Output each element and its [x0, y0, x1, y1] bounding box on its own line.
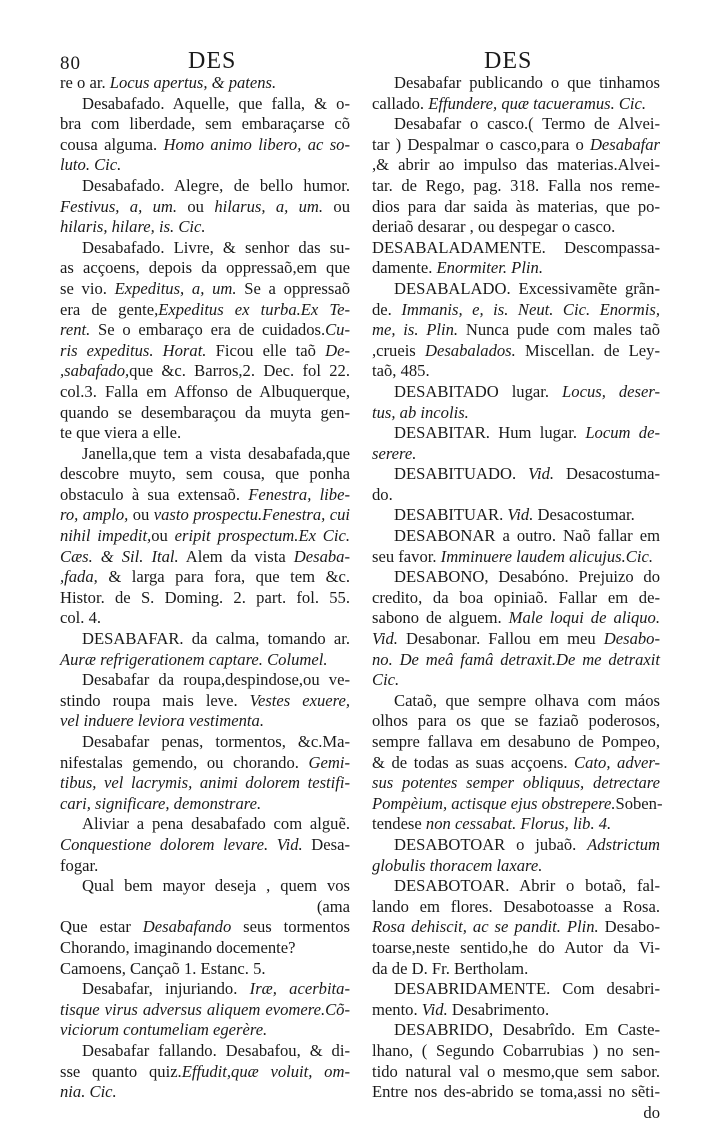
text-line [60, 835, 350, 856]
text-line [60, 423, 350, 444]
text-run: olhos para os que se faziaõ poderosos, [372, 711, 660, 731]
latin-gloss: Rosa dehiscit, ac se pandit. Plin. [372, 917, 599, 937]
text-run: col. 4. [60, 608, 102, 628]
text-run: DESABOTOAR. Abrir o botaõ, fal- [394, 876, 660, 896]
latin-gloss: Adstrictum [587, 834, 660, 854]
text-line [372, 341, 660, 362]
latin-gloss: Effudit,quæ voluit, om- [181, 1061, 350, 1081]
text-run: Desacostumar. [533, 505, 635, 525]
text-run: te que viera a elle. [60, 423, 182, 443]
text-line [372, 670, 660, 691]
latin-gloss: Vid. [372, 629, 398, 649]
text-line [372, 279, 660, 300]
text-run: tar. de Rego, pag. 318. Falla nos reme- [372, 175, 660, 195]
text-line [372, 691, 660, 712]
text-line [372, 238, 660, 259]
text-line [60, 94, 350, 115]
dictionary-entry [60, 876, 350, 958]
text-run: Desa- [302, 834, 350, 854]
text-run: dios para dar saida às materias, que po- [372, 196, 660, 216]
text-run: do [643, 1102, 660, 1122]
text-run: Soben- [615, 793, 663, 813]
text-run: DESABOTOAR o jubaõ. [394, 834, 588, 854]
text-line [372, 526, 660, 547]
text-run: Desabafado. Livre, & senhor das su- [82, 237, 350, 257]
latin-gloss: Imminuere laudem alicujus.Cic. [440, 546, 653, 566]
text-run: bra com liberdade, sem embaraçarse cõ [60, 114, 350, 134]
latin-gloss: Desabafar [589, 134, 660, 154]
text-line [372, 547, 660, 568]
text-line [60, 1020, 350, 1041]
text-run: ,crueis [372, 340, 425, 360]
text-line [372, 197, 660, 218]
text-line [372, 464, 660, 485]
text-line [372, 835, 660, 856]
text-line [60, 526, 350, 547]
right-column [372, 73, 663, 1123]
text-line [372, 155, 660, 176]
latin-gloss: Fenestra, libe- [248, 484, 350, 504]
text-run: taõ, 485. [372, 361, 430, 381]
dictionary-entry [372, 73, 660, 114]
text-line [60, 217, 350, 238]
latin-gloss: ,sabafado, [60, 361, 130, 381]
text-line [60, 691, 350, 712]
text-line [60, 588, 350, 609]
text-line [372, 650, 660, 671]
text-run: obstaculo à sua extensaõ. [60, 484, 249, 504]
text-line [372, 403, 660, 424]
dictionary-entry [372, 567, 660, 691]
latin-gloss: Desabo- [603, 629, 660, 649]
text-line [60, 629, 350, 650]
text-line [60, 382, 350, 403]
text-run: que &c. Barros,2. Dec. fol 22. [129, 361, 350, 381]
text-line [60, 279, 350, 300]
text-run: Nunca pude com males taõ [458, 320, 661, 340]
text-line [372, 382, 660, 403]
text-line [60, 732, 350, 753]
text-run: nifestalas gemendo, ou chorando. [60, 752, 309, 772]
text-run: sabono de alguem. [372, 608, 509, 628]
text-line [60, 73, 350, 94]
dictionary-entry [60, 94, 350, 176]
text-line [372, 258, 660, 279]
dictionary-entry [372, 979, 660, 1020]
dictionary-entry [60, 814, 350, 876]
dictionary-entry [372, 382, 660, 423]
text-line [372, 1103, 660, 1123]
text-run: DESABITAR. Hum lugar. [394, 423, 586, 443]
text-run: tendese [372, 814, 426, 834]
text-run: Desabo- [598, 917, 660, 937]
text-line [372, 135, 660, 156]
latin-gloss: nia. Cic. [60, 1082, 117, 1102]
text-run: Ficou elle taõ [206, 340, 326, 360]
latin-gloss: globulis thoracem laxare. [372, 855, 543, 875]
text-line [372, 300, 660, 321]
dictionary-entry [372, 526, 660, 567]
text-line [60, 300, 350, 321]
text-run: Desabrimento. [447, 999, 550, 1019]
text-line [60, 567, 350, 588]
text-run: Entre nos des-abrido se toma,assi no sẽti- [372, 1082, 660, 1102]
latin-gloss: Enormiter. Plin. [436, 258, 543, 278]
latin-gloss: Desabafando [142, 917, 232, 937]
dictionary-entry [372, 1020, 660, 1123]
dictionary-entry [372, 279, 660, 382]
latin-gloss: Gemi- [308, 752, 350, 772]
text-line [60, 1062, 350, 1083]
text-line [60, 114, 350, 135]
text-line [372, 979, 660, 1000]
dictionary-entry [60, 732, 350, 814]
text-line [372, 176, 660, 197]
text-line [60, 856, 350, 877]
text-line [60, 650, 350, 671]
text-run: lando em flores. Desabotoasse a Rosa. [372, 896, 660, 916]
dictionary-entry [60, 959, 350, 980]
text-run: sempre fallava em desabuno de Pompeo, [372, 732, 660, 751]
latin-gloss: Vid. [421, 999, 448, 1019]
text-line [60, 403, 350, 424]
text-line [372, 732, 660, 753]
text-run: Miscellan. de Ley- [515, 340, 660, 360]
text-run: DESABAFAR. da calma, tomando ar. [82, 629, 350, 649]
text-line [372, 320, 660, 341]
dictionary-entry [60, 629, 350, 670]
latin-gloss: Immanis, e, is. Neut. Cic. Enormis, [401, 299, 660, 319]
text-line [372, 608, 660, 629]
latin-gloss: no. De meâ famâ detraxit.De me detraxit [372, 649, 660, 669]
text-run: Que estar [60, 917, 143, 937]
latin-gloss: serere. [372, 443, 417, 463]
text-line [372, 897, 660, 918]
dictionary-entry [372, 876, 660, 979]
text-run: Se a oppressaõ [236, 278, 351, 298]
text-run: lhano, ( Segundo Cobarrubias ) no sen- [372, 1040, 660, 1060]
left-column [60, 73, 350, 1103]
text-line [60, 711, 350, 732]
latin-gloss: Vid. [528, 464, 555, 484]
text-run: deriaõ desarar , ou despegar o casco. [372, 217, 616, 237]
text-line [60, 361, 350, 382]
dictionary-entry [60, 1041, 350, 1103]
text-line [372, 1041, 660, 1062]
text-line [372, 423, 660, 444]
text-line [372, 917, 660, 938]
text-line [372, 588, 660, 609]
text-line [372, 856, 660, 877]
latin-gloss: Auræ refrigerationem captare. Columel. [60, 649, 328, 669]
text-line [372, 876, 660, 897]
text-line [60, 897, 350, 918]
text-line [372, 1062, 660, 1083]
text-run: Desabafar fallando. Desabafou, & di- [82, 1040, 350, 1060]
text-run: DESABRIDAMENTE. Com desabri- [394, 979, 660, 999]
latin-gloss: Conquestione dolorem levare. Vid. [60, 834, 303, 854]
latin-gloss: Homo animo libero, ac so- [163, 134, 350, 154]
text-run: callado. [372, 93, 429, 113]
text-line [372, 1000, 660, 1021]
latin-gloss: vasto prospectu.Fenestra, cui [153, 505, 350, 525]
latin-gloss: sus potentes semper obliquus, detrectare [372, 773, 660, 793]
text-run: DESABITUADO. [394, 464, 529, 484]
text-run: seu favor. [372, 546, 441, 566]
text-run: ,& abrir ao impulso das materias.Alvei- [372, 155, 660, 175]
text-line [372, 73, 660, 94]
latin-gloss: tibus, vel lacrymis, animi dolorem testifi- [60, 773, 350, 793]
text-run: & de todas as suas acçoens. [372, 752, 575, 772]
latin-gloss: Festivus, a, um. [60, 196, 178, 216]
latin-gloss: Vid. [507, 505, 534, 525]
text-line [60, 670, 350, 691]
text-run: Alem da vista [178, 546, 294, 566]
dictionary-entry [60, 444, 350, 629]
text-line [60, 341, 350, 362]
text-run: Aliviar a pena desabafado com alguẽ. [82, 814, 350, 834]
text-line [372, 793, 663, 815]
text-line [60, 876, 350, 897]
text-run: Chorando, imaginando docemente? [60, 937, 296, 957]
text-run: Desabafar, injuriando. [82, 979, 250, 999]
text-run: se vio. [60, 278, 115, 298]
text-run: descobre muyto, sem cousa, que ponha [60, 464, 350, 484]
dictionary-entry [60, 670, 350, 732]
text-line [60, 979, 350, 1000]
text-line [372, 1020, 660, 1041]
text-run: Desabafar publicando o que tinhamos [394, 73, 660, 92]
text-run: DESABONO, Desabóno. Prejuizo do [394, 567, 660, 587]
page-number: 80 [60, 53, 81, 74]
latin-gloss: rent. [60, 320, 91, 340]
latin-gloss: tus, ab incolis. [372, 402, 469, 422]
text-line [60, 753, 350, 774]
text-run: (ama [316, 896, 350, 916]
text-line [60, 197, 350, 218]
text-run: & larga para fora, que tem &c. [97, 567, 350, 587]
text-line [60, 320, 350, 341]
latin-gloss: vel induere leviora vestimenta. [60, 711, 264, 731]
dictionary-entry [372, 423, 660, 464]
text-run: Janella,que tem a vista desabafada,que [82, 443, 350, 463]
text-run: DESABITUAR. [394, 505, 508, 525]
running-header-left: DES [188, 48, 237, 74]
text-line [372, 361, 660, 382]
text-line [372, 959, 660, 980]
text-line [372, 814, 660, 835]
latin-gloss: tisque virus adversus aliquem evomere.Cõ- [60, 999, 350, 1019]
text-run: tido natural val o mesmo,que sem sabor. [372, 1061, 660, 1081]
dictionary-entry [372, 835, 660, 876]
text-run: re o ar. [60, 73, 110, 92]
latin-gloss: hilarus, a, um. [214, 196, 324, 216]
text-run: credito, da boa opiniaõ. Fallar em de- [372, 587, 660, 607]
latin-gloss: non cessabat. Florus, lib. 4. [425, 814, 612, 834]
text-run: seus tormentos [231, 917, 350, 937]
text-run: DESABALADAMENTE. Descompassa- [372, 237, 660, 257]
latin-gloss: Male loqui de aliquo. [508, 608, 661, 628]
text-run: damente. [372, 258, 437, 278]
latin-gloss: cari, significare, demonstrare. [60, 793, 262, 813]
dictionary-entry [372, 505, 660, 526]
latin-gloss: Expeditus ex turba.Ex Te- [158, 299, 350, 319]
latin-gloss: ris expeditus. Horat. [60, 340, 207, 360]
text-run: as acçoens, depois da oppressaõ,em que [60, 258, 350, 278]
text-run: ou [177, 196, 215, 216]
text-line [60, 155, 350, 176]
text-line [60, 485, 350, 506]
text-line [60, 258, 350, 279]
latin-gloss: luto. Cic. [60, 155, 122, 175]
latin-gloss: viciorum contumeliam egerère. [60, 1020, 268, 1040]
dictionary-entry [60, 176, 350, 238]
text-line [60, 464, 350, 485]
latin-gloss: eripit prospectum.Ex Cic. [174, 526, 350, 546]
text-line [372, 444, 660, 465]
text-line [372, 94, 660, 115]
text-run: DESABRIDO, Desabrîdo. Em Caste- [394, 1020, 660, 1040]
text-line [60, 135, 350, 156]
text-line [60, 238, 350, 259]
text-line [60, 444, 350, 465]
latin-gloss: ,fada, [60, 567, 98, 587]
latin-gloss: Pompèium, actisque ejus obstrepere. [372, 793, 616, 813]
running-header-right: DES [484, 48, 533, 74]
text-line [372, 1082, 660, 1103]
text-run: ou [323, 196, 351, 216]
text-run: do. [372, 484, 393, 504]
text-run: stindo roupa mais leve. [60, 690, 250, 710]
text-line [372, 753, 660, 774]
text-run: fogar. [60, 855, 99, 875]
latin-gloss: Vestes exuere, [249, 690, 350, 710]
text-line [60, 959, 350, 980]
latin-gloss: Locus apertus, & patens. [109, 73, 277, 92]
text-line [372, 773, 660, 794]
text-run: Desabonar. Fallou em meu [397, 629, 604, 649]
text-line [372, 485, 660, 506]
dictionary-entry [372, 690, 663, 835]
text-line [372, 505, 660, 526]
text-run: Desabafar penas, tormentos, &c.Ma- [82, 732, 350, 751]
text-line [60, 608, 350, 629]
text-line [372, 629, 660, 650]
text-line [60, 938, 350, 959]
latin-gloss: nihil impedit, [60, 526, 152, 546]
dictionary-entry [372, 464, 660, 505]
text-run: Histor. de S. Doming. 2. part. fol. 55. [60, 587, 350, 607]
text-line [60, 1000, 350, 1021]
dictionary-entry [60, 73, 350, 94]
text-line [60, 1082, 350, 1103]
text-run: da de D. Fr. Bertholam. [372, 958, 529, 978]
text-line [60, 917, 350, 938]
latin-gloss: Locus, deser- [562, 381, 660, 401]
text-line [60, 773, 350, 794]
text-run: Se o embaraço era de cuidados. [90, 320, 326, 340]
text-run: era de gente, [60, 299, 159, 319]
text-run: DESABITADO lugar. [394, 381, 563, 401]
text-line [372, 567, 660, 588]
text-line [372, 938, 660, 959]
text-run: Camoens, Cançaõ 1. Estanc. 5. [60, 958, 266, 978]
text-line [372, 114, 660, 135]
latin-gloss: Cic. [372, 670, 400, 690]
text-run: toarse,neste sentido,he do Autor da Vi- [372, 937, 660, 957]
dictionary-entry [372, 238, 660, 279]
text-line [372, 711, 660, 732]
latin-gloss: Iræ, acerbita- [249, 979, 350, 999]
text-run: cousa alguma. [60, 134, 164, 154]
text-line [60, 176, 350, 197]
text-run: de. [372, 299, 402, 319]
latin-gloss: Expeditus, a, um. [114, 278, 237, 298]
latin-gloss: Cæs. & Sil. Ital. [60, 546, 179, 566]
text-line [372, 217, 660, 238]
text-run: Desabafar o casco.( Termo de Alvei- [394, 114, 660, 134]
text-run: Desabafado. Aquelle, que falla, & o- [82, 93, 350, 113]
latin-gloss: Desabalados. [424, 340, 516, 360]
text-run: Desacostuma- [554, 464, 660, 484]
latin-gloss: Effundere, quæ tacueramus. Cic. [428, 93, 647, 113]
text-run: Desabafado. Alegre, de bello humor. [82, 175, 350, 195]
text-line [60, 814, 350, 835]
text-run: DESABALADO. Excessivamẽte grãn- [394, 278, 660, 298]
latin-gloss: Locum de- [585, 423, 660, 443]
latin-gloss: ro, amplo, [60, 505, 129, 525]
text-run: tar ) Despalmar o casco,para o [372, 134, 590, 154]
dictionary-entry [60, 238, 350, 444]
text-run: col.3. Falla em Affonso de Albuquerque, [60, 381, 350, 401]
latin-gloss: De- [325, 340, 350, 360]
text-line [60, 794, 350, 815]
text-run: quando se desembaraçou da muyta gen- [60, 402, 350, 422]
text-run: mento. [372, 999, 422, 1019]
text-run: DESABONAR a outro. Naõ fallar em [394, 526, 660, 546]
text-run: ou [151, 526, 175, 546]
text-line [60, 505, 350, 526]
latin-gloss: Cu- [325, 320, 350, 340]
text-line [60, 547, 350, 568]
latin-gloss: hilaris, hilare, is. Cic. [60, 217, 206, 237]
text-run: ou [128, 505, 154, 525]
text-run: Qual bem mayor deseja , quem vos [82, 876, 350, 896]
text-run: Cataõ, que sempre olhava com máos [394, 690, 660, 710]
text-run: sse quanto quiz. [60, 1061, 182, 1081]
latin-gloss: Cato, adver- [574, 752, 661, 772]
text-line [60, 1041, 350, 1062]
text-run: Desabafar da roupa,despindose,ou ve- [82, 670, 350, 690]
dictionary-entry [372, 114, 660, 238]
latin-gloss: me, is. Plin. [372, 320, 459, 340]
latin-gloss: Desaba- [293, 546, 351, 566]
